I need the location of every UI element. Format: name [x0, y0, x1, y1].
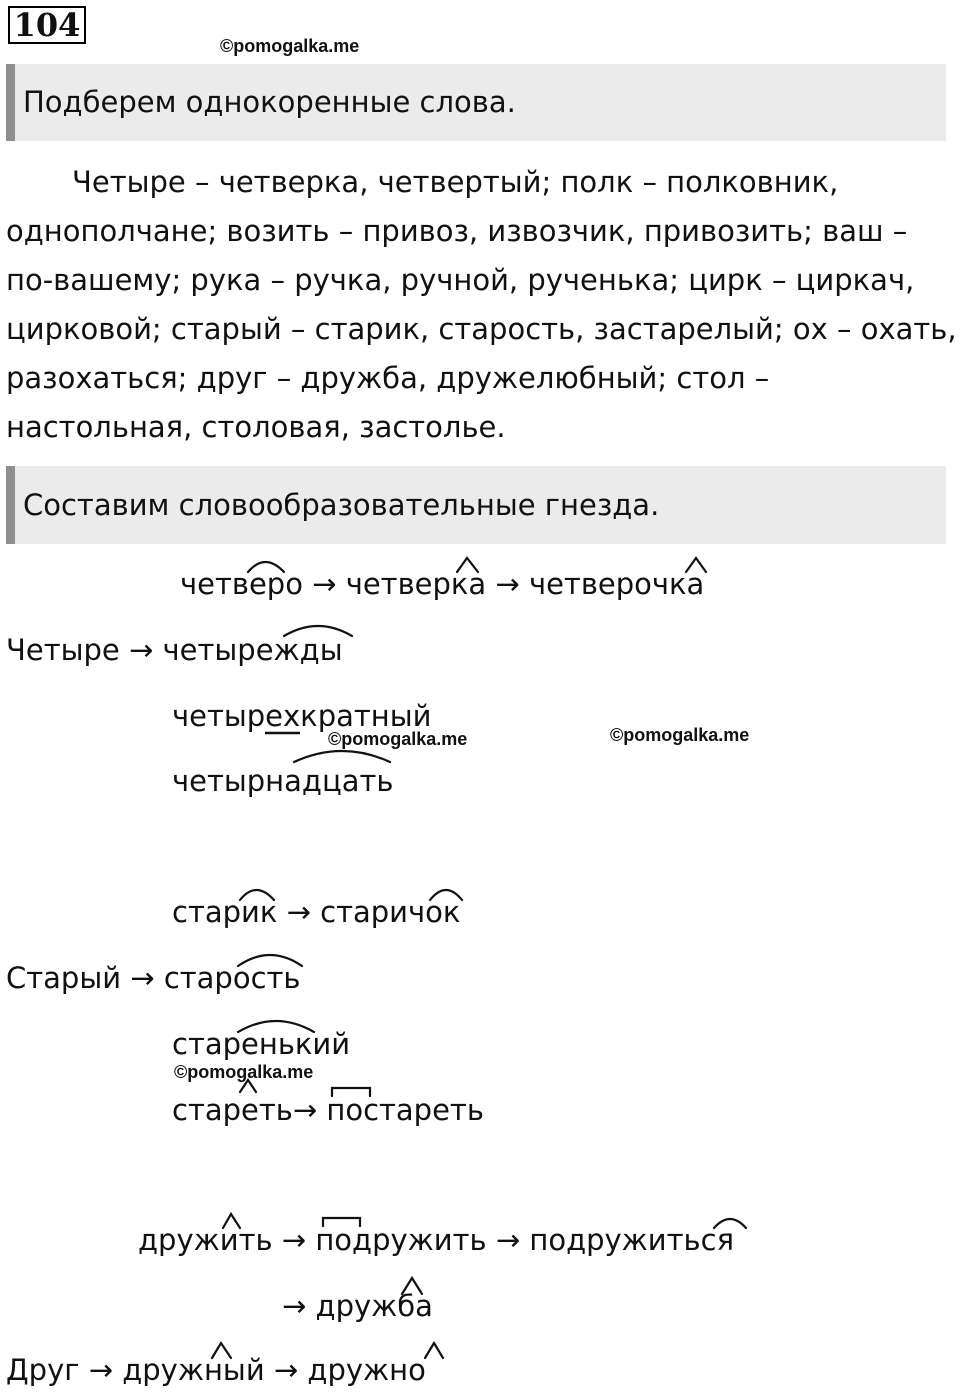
- word-chetyrnadtsat: четырнадцать: [172, 764, 394, 798]
- watermark-mid-left: ©pomogalka.me: [328, 729, 468, 749]
- suffix-arc-icon: [425, 1343, 443, 1358]
- watermark-top: ©pomogalka.me: [220, 36, 360, 56]
- word-druzhba: дружба: [315, 1289, 433, 1323]
- right-arrow-icon: →: [286, 895, 311, 929]
- right-arrow-icon: →: [292, 1093, 318, 1127]
- word-starenkiy: старенький: [172, 1027, 351, 1061]
- right-arrow-icon: →: [273, 1353, 299, 1387]
- watermark-mid-right: ©pomogalka.me: [610, 725, 750, 745]
- task-number: 104: [8, 6, 86, 44]
- right-arrow-icon: →: [495, 1223, 521, 1257]
- right-arrow-icon: →: [282, 1289, 307, 1323]
- word-druzhnyy: дружный: [122, 1353, 265, 1387]
- section-heading-2-text: Составим словообразовательные гнезда.: [23, 488, 660, 522]
- word-chetverka: четверка: [345, 567, 487, 601]
- nest1-line1: [180, 566, 704, 602]
- word-staret: стареть: [172, 1093, 293, 1127]
- watermark-lower: ©pomogalka.me: [174, 1062, 314, 1082]
- root-chetyre: Четыре: [6, 633, 120, 667]
- nest2-line3: [172, 1026, 350, 1062]
- word-podruzhitsya: подружиться: [529, 1223, 735, 1257]
- suffix-arc-icon: [294, 751, 390, 762]
- nest3-line1: [138, 1222, 734, 1258]
- section-heading-1-text: Подберем однокоренные слова.: [23, 85, 516, 119]
- nest3-line3: [6, 1352, 426, 1388]
- right-arrow-icon: →: [495, 567, 520, 601]
- paragraph-text: Четыре – четверка, четвертый; полк – полковник, однополчане; возить – привоз, извозчик, привозить; ваш – по-вашему; рука – ручка, ручной, рученька; цирк – циркач, цирковой; старый – старик, старость, застарелый; ох – охать, разохаться; друг – дружба, дружелюбный; стол – настольная, столовая, застолье.: [6, 165, 957, 444]
- word-druzhit: дружить: [138, 1223, 273, 1257]
- word-postaret: постареть: [326, 1093, 484, 1127]
- root-drug: Друг: [6, 1353, 80, 1387]
- right-arrow-icon: →: [281, 1223, 307, 1257]
- right-arrow-icon: →: [130, 961, 155, 995]
- nest1-line4: [172, 763, 393, 799]
- nest2-line4: [172, 1092, 484, 1128]
- word-chetyrehkratnyy: четырехкратный: [172, 699, 432, 733]
- section-heading-1: [6, 64, 946, 141]
- nest3-line2: [282, 1288, 433, 1324]
- nest1-line2: [6, 632, 343, 668]
- section-heading-2: [6, 466, 946, 544]
- right-arrow-icon: →: [128, 633, 154, 667]
- nest1-line3: [172, 698, 431, 734]
- right-arrow-icon: →: [88, 1353, 113, 1387]
- word-chetverochka: четверочка: [528, 567, 705, 601]
- paragraph: [6, 158, 958, 452]
- word-chetyrezhdy: четырежды: [162, 633, 343, 667]
- word-starost: старость: [163, 961, 301, 995]
- word-starichok: старичок: [320, 895, 461, 929]
- nest2-line1: [172, 894, 460, 930]
- word-podruzhit: подружить: [315, 1223, 487, 1257]
- nest2-line2: [6, 960, 301, 996]
- right-arrow-icon: →: [312, 567, 337, 601]
- word-chetvero: четверо: [180, 567, 303, 601]
- word-druzhno: дружно: [307, 1353, 426, 1387]
- word-starik: старик: [172, 895, 278, 929]
- root-staryy: Старый: [6, 961, 122, 995]
